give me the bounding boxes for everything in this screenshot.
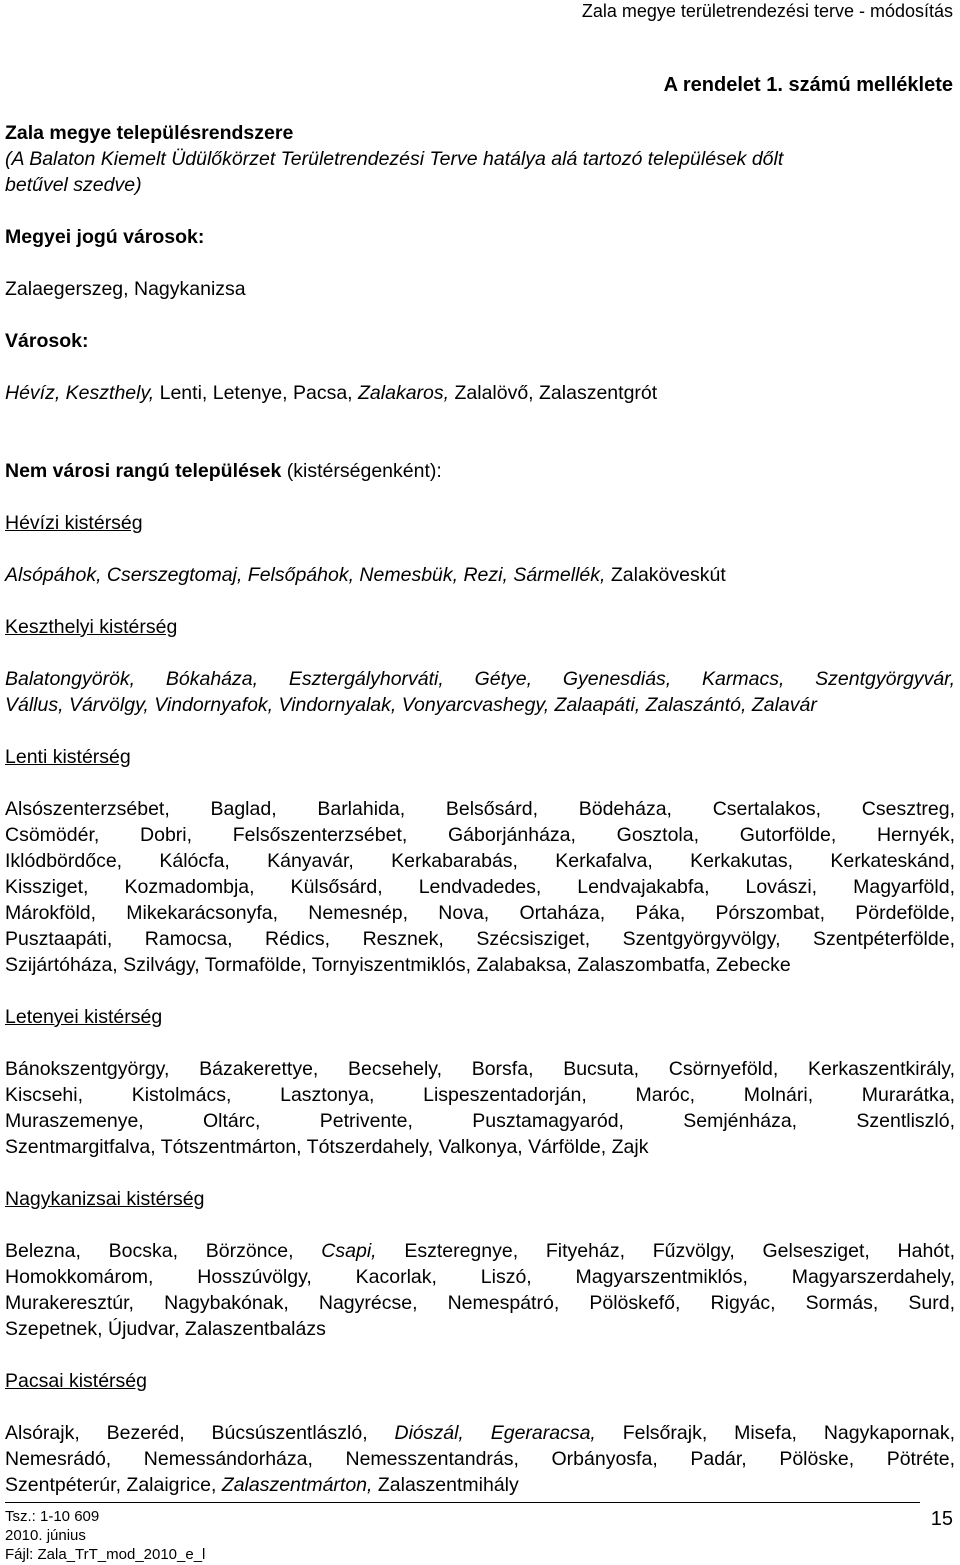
subregion-list-line <box>5 1420 955 1446</box>
subregion-list-line: Alsószenterzsébet, Baglad, Barlahida, Belsősárd, Bödeháza, Csertalakos, Csesztreg, <box>5 798 955 820</box>
county-cities-heading: Megyei jogú városok: <box>5 226 205 248</box>
italic-settlements: Alsópáhok, Cserszegtomaj, Felsőpáhok, Nemesbük, Rezi, Sármellék, <box>5 564 606 586</box>
subregion-list-line <box>5 1238 955 1264</box>
city-group: Zalakaros, <box>358 382 450 404</box>
footer-date: 2010. június <box>5 1527 86 1544</box>
cities-list <box>5 380 955 406</box>
section-title: Zala megye településrendszere <box>5 122 294 144</box>
annex-label: A rendelet 1. számú melléklete <box>663 74 953 96</box>
subregion-list-line: Pusztaapáti, Ramocsa, Rédics, Resznek, Szécsisziget, Szentgyörgyvölgy, Szentpéterfölde, <box>5 928 955 950</box>
subregion-heading-heviz: Hévízi kistérség <box>5 512 143 534</box>
subregion-heading-lenti: Lenti kistérség <box>5 746 131 768</box>
subregion-list-pacsa <box>5 1420 955 1498</box>
italic-settlements: Diószál, Egeraracsa, <box>394 1422 596 1444</box>
subregion-list-line: Balatongyörök, Bókaháza, Esztergályhorváti, Gétye, Gyenesdiás, Karmacs, Szentgyörgyvár, <box>5 668 955 690</box>
subregion-list-line: Nemesrádó, Nemessándorháza, Nemesszentandrás, Orbányosfa, Padár, Pölöske, Pötréte, <box>5 1448 955 1470</box>
subregion-list-line: Csömödér, Dobri, Felsőszenterzsébet, Gáborjánháza, Gosztola, Gutorfölde, Hernyék, <box>5 824 955 846</box>
title-note-line: betűvel szedve) <box>5 174 142 196</box>
title-note-line: (A Balaton Kiemelt Üdülőkörzet Területrendezési Terve hatálya alá tartozó települések dőlt <box>5 148 784 170</box>
subregion-list-line: Iklódbördőce, Kálócfa, Kányavár, Kerkabarabás, Kerkafalva, Kerkakutas, Kerkateskánd, <box>5 850 955 872</box>
page-number: 15 <box>930 1508 953 1530</box>
subregion-list-line: Kissziget, Kozmadombja, Külsősárd, Lendvadedes, Lendvajakabfa, Lovászi, Magyarföld, <box>5 876 955 898</box>
subregion-heading-pacsa: Pacsai kistérség <box>5 1370 147 1392</box>
normal-settlements: Eszteregnye, Fityeház, Fűzvölgy, Gelsesziget, Hahót, <box>376 1240 955 1262</box>
subregion-list-letenye <box>5 1056 955 1160</box>
subregion-heading-letenye: Letenyei kistérség <box>5 1006 163 1028</box>
city-group: Zalalövő, Zalaszentgrót <box>449 382 658 404</box>
subregion-list-line: Vállus, Várvölgy, Vindornyafok, Vindornyalak, Vonyarcvashegy, Zalaapáti, Zalaszántó, Zalavár <box>5 694 817 716</box>
normal-settlements: Zalaköveskút <box>605 564 726 586</box>
subregion-list-line: Szepetnek, Újudvar, Zalaszentbalázs <box>5 1318 326 1340</box>
subregion-list-heviz <box>5 562 955 588</box>
subregion-list-lenti <box>5 796 955 978</box>
italic-settlements: Csapi, <box>321 1240 377 1262</box>
footer-tsz: Tsz.: 1-10 609 <box>5 1508 100 1525</box>
subregion-list-line <box>5 1472 955 1498</box>
footer <box>5 1507 205 1564</box>
document-body <box>5 120 955 1498</box>
running-header-title: Zala megye területrendezési terve - módosítás <box>581 1 953 21</box>
normal-settlements: Zalaszentmihály <box>372 1474 519 1496</box>
subregion-list-line: Kiscsehi, Kistolmács, Lasztonya, Lispeszentadorján, Maróc, Molnári, Murarátka, <box>5 1084 955 1106</box>
subregion-heading-keszthely: Keszthelyi kistérség <box>5 616 178 638</box>
footer-file: Fájl: Zala_TrT_mod_2010_e_l <box>5 1546 206 1563</box>
normal-settlements: Felsőrajk, Misefa, Nagykapornak, <box>595 1422 955 1444</box>
normal-settlements: Szentpéterúr, Zalaigrice, <box>5 1474 222 1496</box>
subregion-list-line: Bánokszentgyörgy, Bázakerettye, Becsehely, Borsfa, Bucsuta, Csörnyeföld, Kerkaszentkirály, <box>5 1058 955 1080</box>
non-city-heading-bold: Nem városi rangú települések <box>5 460 282 482</box>
footer-divider <box>5 1502 920 1503</box>
subregion-list-line: Murakeresztúr, Nagybakónak, Nagyrécse, Nemespátró, Pölöskefő, Rigyác, Sormás, Surd, <box>5 1292 955 1314</box>
italic-settlements: Zalaszentmárton, <box>221 1474 373 1496</box>
county-cities-list: Zalaegerszeg, Nagykanizsa <box>5 278 246 300</box>
subregion-list-line: Szentmargitfalva, Tótszentmárton, Tótszerdahely, Valkonya, Várfölde, Zajk <box>5 1136 649 1158</box>
non-city-heading <box>5 458 955 484</box>
city-group: Lenti, Letenye, Pacsa, <box>154 382 359 404</box>
subregion-list-line: Muraszemenye, Oltárc, Petrivente, Pusztamagyaród, Semjénháza, Szentliszló, <box>5 1110 955 1132</box>
subregion-list-line: Homokkomárom, Hosszúvölgy, Kacorlak, Liszó, Magyarszentmiklós, Magyarszerdahely, <box>5 1266 955 1288</box>
subregion-heading-nagykanizsa: Nagykanizsai kistérség <box>5 1188 205 1210</box>
normal-settlements: Belezna, Bocska, Börzönce, <box>5 1240 322 1262</box>
non-city-heading-rest: (kistérségenként): <box>281 460 442 482</box>
normal-settlements: Alsórajk, Bezeréd, Búcsúszentlászló, <box>5 1422 395 1444</box>
subregion-list-line: Márokföld, Mikekarácsonyfa, Nemesnép, Nova, Ortaháza, Páka, Pórszombat, Pördefölde, <box>5 902 955 924</box>
city-group: Hévíz, Keszthely, <box>5 382 155 404</box>
cities-heading: Városok: <box>5 330 89 352</box>
subregion-list-nagykanizsa <box>5 1238 955 1342</box>
subregion-list-line: Szijártóháza, Szilvágy, Tormafölde, Tornyiszentmiklós, Zalabaksa, Zalaszombatfa, Zebecke <box>5 954 791 976</box>
